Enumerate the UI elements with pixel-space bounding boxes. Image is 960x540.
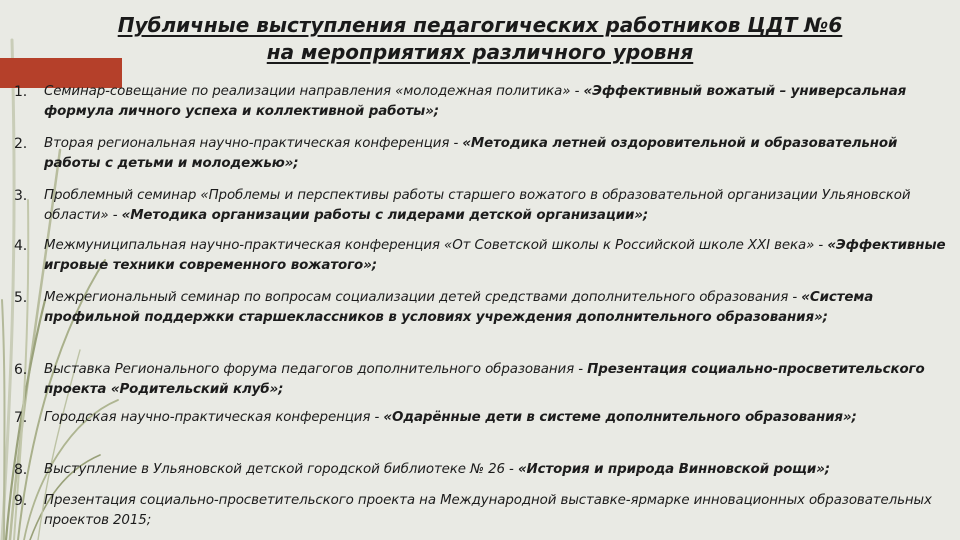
item-number: 3.: [14, 188, 28, 204]
item-text: Проблемный семинар «Проблемы и перспективы работы старшего вожатого в образовательной организации Ульяновской области» -: [44, 188, 911, 223]
list-item: [0, 491, 955, 531]
item-number: 8.: [14, 462, 28, 478]
item-title: Презентация социально-просветительского проекта «Родительский клуб»;: [44, 362, 925, 397]
list-item: [0, 236, 955, 276]
list-item: [0, 186, 955, 226]
item-number: 1.: [14, 84, 28, 100]
item-title: «Эффективный вожатый – универсальная формула личного успеха и коллективной работы»;: [44, 84, 907, 119]
list-item: [0, 360, 955, 400]
item-number: 7.: [14, 410, 28, 426]
item-title: «Методика организации работы с лидерами детской организации»;: [121, 208, 649, 223]
list-item: [0, 408, 955, 428]
item-number: 9.: [14, 493, 28, 509]
item-number: 4.: [14, 238, 28, 254]
list-item: [0, 134, 955, 174]
item-title: «Система профильной поддержки старшеклассников в условиях учреждения дополнительного образования»;: [44, 290, 874, 325]
item-text: Межрегиональный семинар по вопросам социализации детей средствами дополнительного образования -: [44, 290, 802, 305]
title-line-1: Публичные выступления педагогических работников ЦДТ №6: [117, 13, 843, 37]
list-item: [0, 288, 955, 328]
item-title: «История и природа Винновской рощи»;: [517, 462, 831, 477]
item-text: Городская научно-практическая конференция -: [44, 410, 384, 425]
item-text: Выставка Регионального форума педагогов дополнительного образования -: [44, 362, 588, 377]
item-title: «Одарённые дети в системе дополнительного образования»;: [383, 410, 857, 425]
item-number: 6.: [14, 362, 28, 378]
item-title: «Эффективные игровые техники современного вожатого»;: [44, 238, 946, 273]
list-item: [0, 82, 955, 122]
item-title: «Методика летней оздоровительной и образовательной работы с детьми и молодежью»;: [44, 136, 898, 171]
item-number: 5.: [14, 290, 28, 306]
item-text: Межмуниципальная научно-практическая конференция «От Советской школы к Российской школе XXI века» -: [44, 238, 828, 253]
list-item: [0, 460, 955, 480]
slide-title: [20, 12, 940, 66]
item-text: Вторая региональная научно-практическая конференция -: [44, 136, 463, 151]
item-text: Семинар-совещание по реализации направления «молодежная политика» -: [44, 84, 584, 99]
item-text: Выступление в Ульяновской детской городской библиотеке № 26 -: [44, 462, 518, 477]
title-line-2: на мероприятиях различного уровня: [266, 40, 694, 64]
item-number: 2.: [14, 136, 28, 152]
item-text: Презентация социально-просветительского проекта на Международной выставке-ярмарке инновационных образовательных проектов 2015;: [44, 493, 932, 528]
